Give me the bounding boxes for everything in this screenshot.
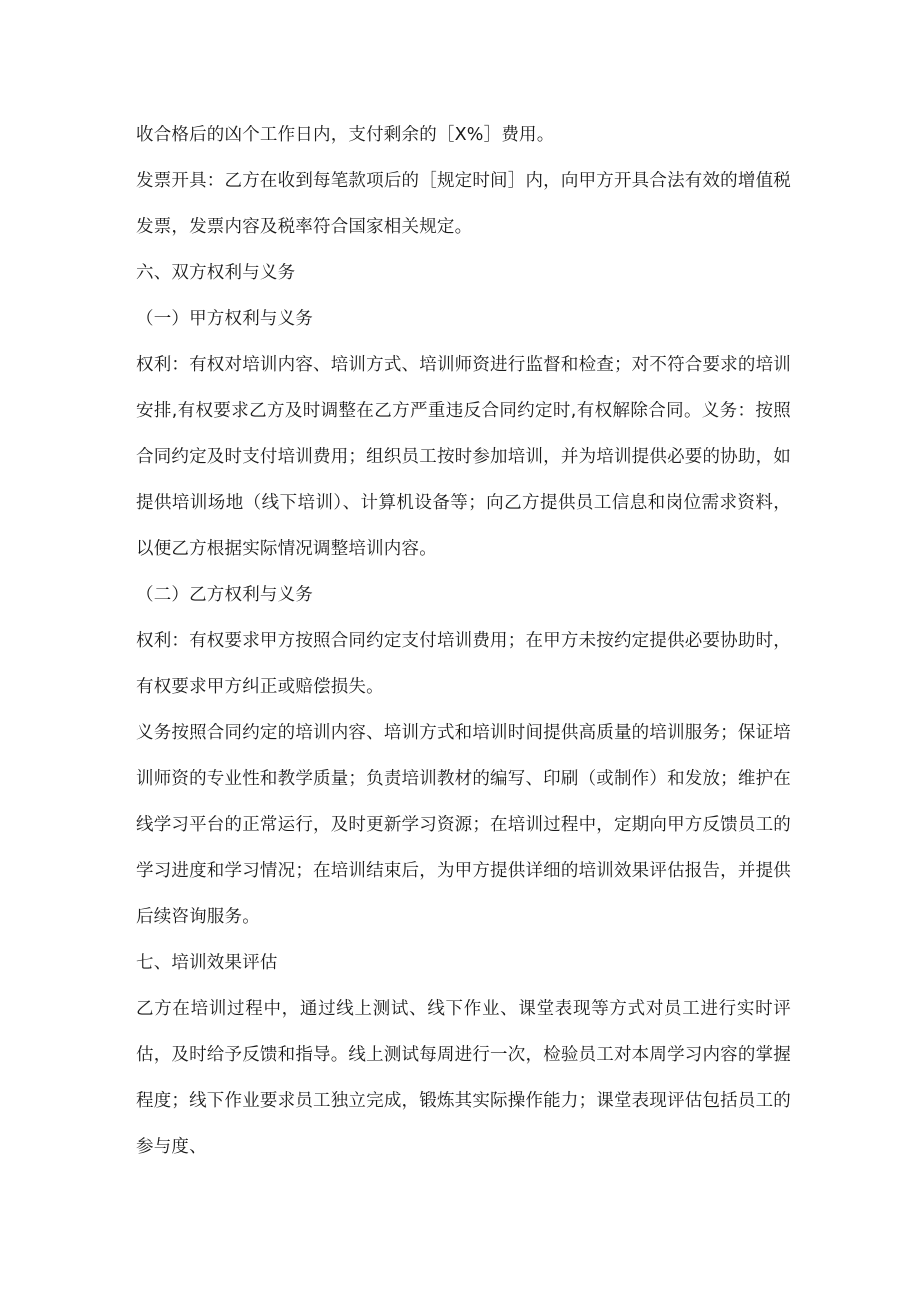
subsection-heading-party-b: （二）乙方权利与义务	[136, 585, 313, 605]
invoice-paragraph: 发票开具：乙方在收到每笔款项后的［规定时间］内，向甲方开具合法有效的增值税发票，发票内容及税率符合国家相关规定。	[136, 171, 791, 237]
party-b-rights-paragraph: 权利：有权要求甲方按照合同约定支付培训费用；在甲方未按约定提供必要协助时，有权要求甲方纠正或赔偿损失。	[136, 631, 791, 697]
document-body	[136, 112, 791, 1170]
section-heading-evaluation: 七、培训效果评估	[136, 953, 278, 973]
party-b-obligations-paragraph: 义务按照合同约定的培训内容、培训方式和培训时间提供高质量的培训服务；保证培训师资的专业性和教学质量；负责培训教材的编写、印刷（或制作）和发放；维护在线学习平台的正常运行，及时更新学习资源；在培训过程中，定期向甲方反馈员工的学习进度和学习情况；在培训结束后，为甲方提供详细的培训效果评估报告，并提供后续咨询服务。	[136, 723, 791, 927]
party-a-rights-paragraph: 权利：有权对培训内容、培训方式、培训师资进行监督和检查；对不符合要求的培训安排,有权要求乙方及时调整在乙方严重违反合同约定时,有权解除合同。义务：按照合同约定及时支付培训费用；组织员工按时参加培训，并为培训提供必要的协助，如提供培训场地（线下培训）、计算机设备等；向乙方提供员工信息和岗位需求资料，以便乙方根据实际情况调整培训内容。	[136, 355, 791, 559]
evaluation-paragraph: 乙方在培训过程中，通过线上测试、线下作业、课堂表现等方式对员工进行实时评估，及时给予反馈和指导。线上测试每周进行一次，检验员工对本周学习内容的掌握程度；线下作业要求员工独立完成，锻炼其实际操作能力；课堂表现评估包括员工的参与度、	[136, 999, 791, 1157]
payment-balance-paragraph: 收合格后的凶个工作日内，支付剩余的［X%］费用。	[136, 125, 555, 145]
subsection-heading-party-a: （一）甲方权利与义务	[136, 309, 313, 329]
section-heading-rights-obligations: 六、双方权利与义务	[136, 263, 296, 283]
